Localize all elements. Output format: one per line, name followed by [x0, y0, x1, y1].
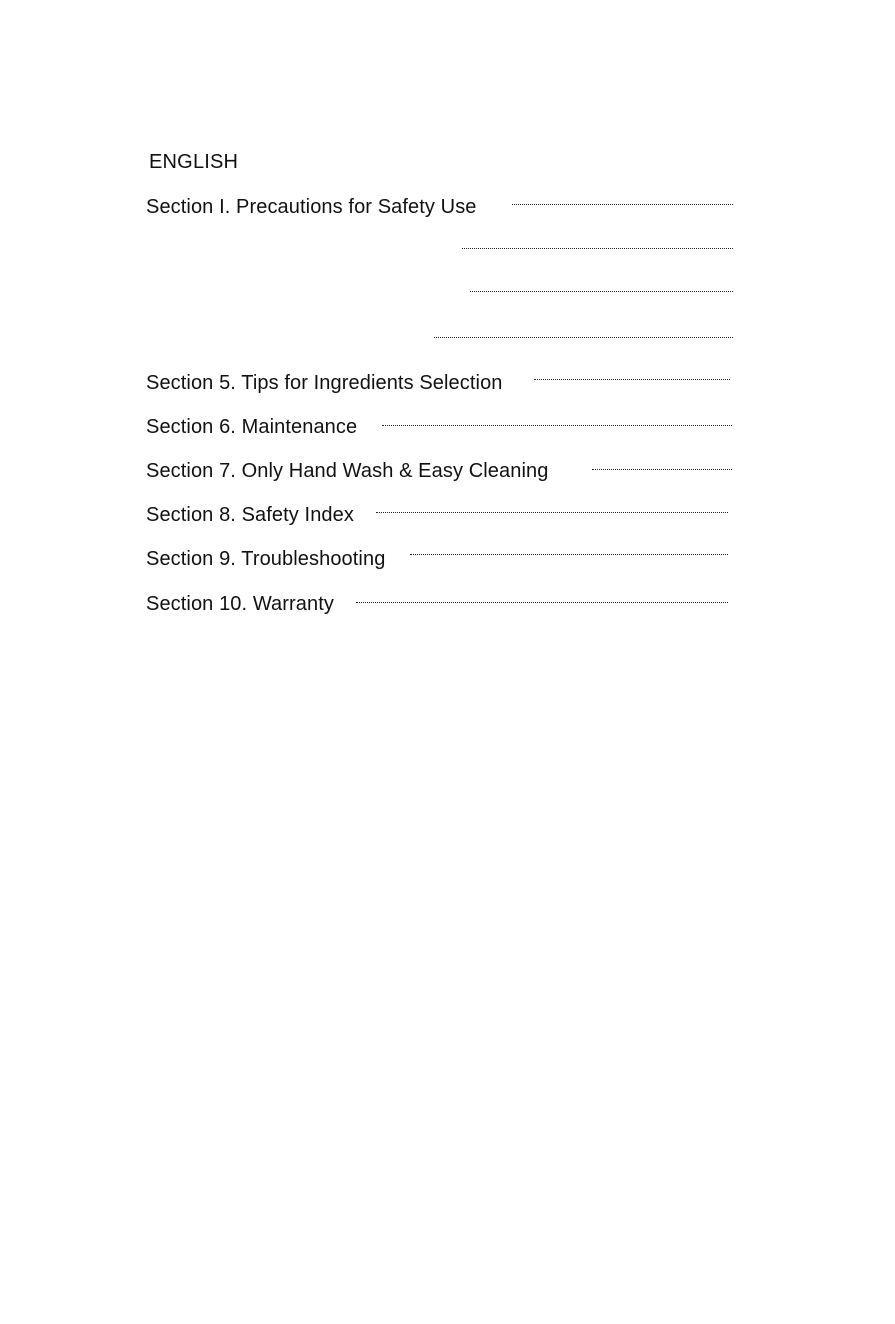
toc-dot-leader: [462, 248, 733, 249]
toc-entry-section-8: [146, 498, 354, 526]
toc-dot-leader: [470, 291, 733, 292]
toc-entry-label: Section 6. Maintenance: [146, 416, 358, 438]
toc-entry-section-5: [146, 366, 503, 394]
toc-dot-leader: [356, 602, 728, 603]
toc-dot-leader: [376, 512, 728, 513]
toc-entry-section-10: [146, 587, 334, 615]
toc-entry-label: Section 5. Tips for Ingredients Selection: [146, 372, 503, 394]
toc-dot-leader: [534, 379, 730, 380]
toc-entry-label: Section 8. Safety Index: [146, 504, 354, 526]
toc-entry-section-7: [146, 454, 548, 482]
toc-dot-leader: [434, 337, 733, 338]
toc-entry-label: Section I. Precautions for Safety Use: [146, 196, 477, 218]
toc-dot-leader: [410, 554, 728, 555]
toc-entry-section-1: [146, 190, 477, 218]
toc-entry-section-9: [146, 542, 385, 570]
toc-dot-leader: [592, 469, 732, 470]
toc-dot-leader: [382, 425, 732, 426]
toc-entry-label: Section 10. Warranty: [146, 593, 335, 615]
toc-entry-label: Section 7. Only Hand Wash & Easy Cleaning: [146, 460, 549, 482]
toc-entry-label: Section 9. Troubleshooting: [146, 548, 386, 570]
toc-dot-leader: [512, 204, 733, 205]
toc-entry-section-6: [146, 410, 357, 438]
language-heading: ENGLISH: [149, 151, 239, 173]
